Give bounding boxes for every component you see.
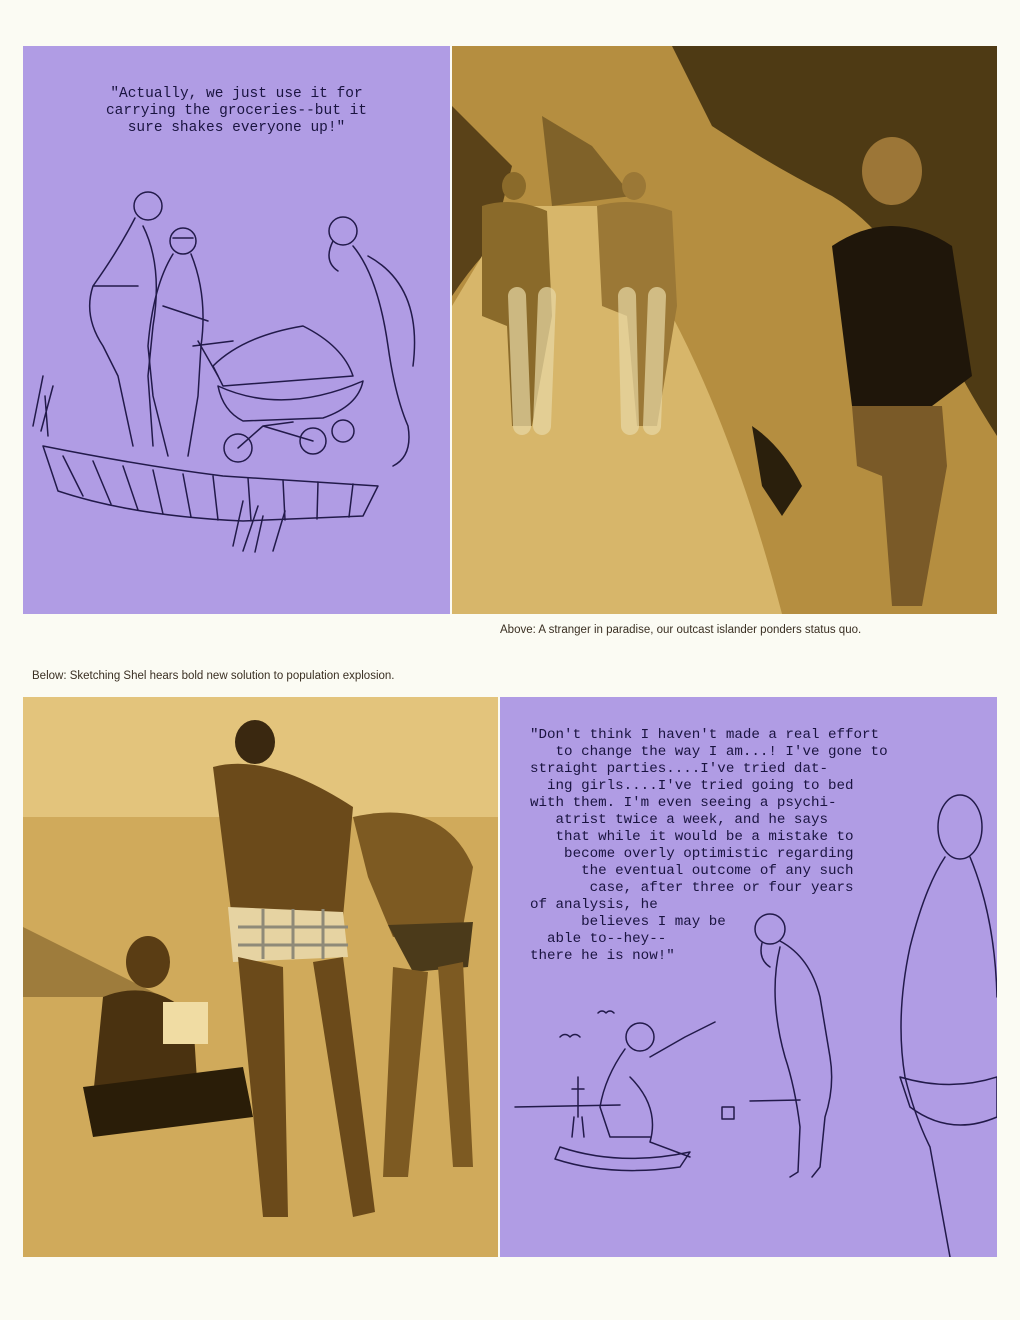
cartoon-bottom-quote: "Don't think I haven't made a real effort to change the way I am...! I've gone to straight parties....I've tried dat- ing girls....I've tried going to bed with them. I'm even seeing a psychi- atrist twice a week, and he says that while it would be a mistake to become overly optimistic regarding the eventual outcome of any such case, after three or four years of analysis, he believes I may be able to--hey-- there he is now!"	[530, 727, 888, 964]
caption-below: Below: Sketching Shel hears bold new solution to population explosion.	[32, 670, 395, 682]
caption-above: Above: A stranger in paradise, our outcast islander ponders status quo.	[500, 624, 862, 636]
photo-path-walkers	[452, 46, 997, 614]
cartoon-panel-top	[23, 46, 450, 614]
cartoon-top-quote: "Actually, we just use it for carrying the groceries--but it sure shakes everyone up!"	[105, 86, 368, 136]
cartoon-beach-illustration	[500, 697, 997, 1257]
cartoon-stroller-illustration	[23, 46, 450, 614]
photo-beach-scene	[23, 697, 498, 1257]
photo-beach-sketching	[23, 697, 498, 1257]
photo-path-scene	[452, 46, 997, 614]
cartoon-panel-bottom	[500, 697, 997, 1257]
